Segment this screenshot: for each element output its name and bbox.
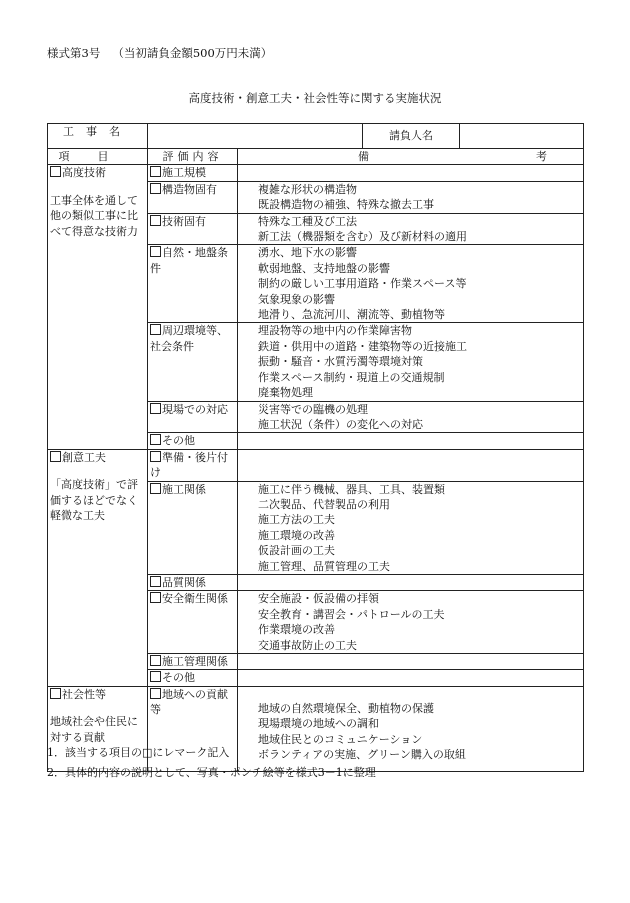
checkbox-icon[interactable]: [150, 215, 161, 226]
eval-cell: [148, 481, 238, 574]
checkbox-icon[interactable]: [150, 655, 161, 666]
remark-line: 仮設計画の工夫: [258, 544, 335, 558]
remarks-cell: [238, 574, 584, 590]
evaluation-table: [47, 123, 584, 772]
remark-line: 交通事故防止の工夫: [258, 638, 357, 652]
col-item: 項目: [48, 149, 148, 165]
contractor-name-field[interactable]: [460, 124, 583, 148]
eval-label: 施工規模: [162, 166, 206, 180]
remarks-cell: [238, 165, 584, 181]
eval-cell: [148, 449, 238, 481]
eval-cell: [148, 323, 238, 401]
checkbox-icon[interactable]: [50, 688, 61, 699]
remark-line: 災害等での臨機の処理: [258, 402, 368, 416]
checkbox-icon[interactable]: [150, 324, 161, 335]
eval-cell: [148, 401, 238, 433]
checkbox-icon[interactable]: [150, 166, 161, 177]
remark-line: 地域住民とのコミュニケーション: [258, 732, 423, 746]
remarks-cell: [238, 433, 584, 449]
eval-cell: [148, 165, 238, 181]
remark-line: 鉄道・供用中の道路・建築物等の近接施工: [258, 339, 467, 353]
remarks-cell: [238, 481, 584, 574]
eval-cell: [148, 181, 238, 213]
remark-line: 新工法（機器類を含む）及び新材料の適用: [258, 230, 467, 244]
footnote: 2．具体的内容の説明として、写真・ポンチ絵等を様式3－1に整理: [47, 766, 376, 779]
remarks-cell: [238, 245, 584, 323]
category-name: 社会性等: [62, 687, 106, 701]
category-description: 地域社会や住民に対する貢献: [50, 715, 138, 744]
remarks-cell: [238, 323, 584, 401]
col-remarks-2: 考: [536, 150, 547, 163]
remark-line: 地滑り、急流河川、潮流等、動植物等: [258, 308, 445, 322]
category-description: 工事全体を通して他の類似工事に比べて得意な技術力: [50, 193, 138, 238]
remark-line: 現場環境の地域への調和: [258, 717, 379, 731]
project-row: [48, 124, 584, 149]
checkbox-icon[interactable]: [50, 166, 61, 177]
eval-label: 施工管理関係: [162, 655, 228, 668]
eval-label: 現場での対応: [162, 402, 228, 416]
remark-line: 制約の厳しい工事用道路・作業スペース等: [258, 277, 467, 291]
checkbox-icon[interactable]: [50, 451, 61, 462]
project-name-field[interactable]: [148, 124, 363, 148]
remark-line: 安全施設・仮設備の拝領: [258, 592, 379, 606]
remarks-cell: [238, 401, 584, 433]
category-description: 「高度技術」で評価するほどでなく軽微な工夫: [50, 478, 138, 522]
remarks-cell: [238, 654, 584, 670]
remarks-cell: [238, 213, 584, 245]
eval-label: 安全衛生関係: [162, 592, 228, 606]
category-name: 創意工夫: [62, 450, 106, 464]
eval-cell: [148, 654, 238, 670]
remark-line: 湧水、地下水の影響: [258, 246, 357, 260]
eval-cell: [148, 591, 238, 654]
remark-line: 施工環境の改善: [258, 528, 335, 542]
eval-label: 周辺環境等、社会条件: [150, 324, 228, 353]
remark-line: 施工状況（条件）の変化への対応: [258, 417, 423, 431]
contractor-label: 請負人名: [363, 124, 460, 148]
col-eval: 評価内容: [148, 149, 238, 165]
eval-cell: [148, 245, 238, 323]
remark-line: 施工管理、品質管理の工夫: [258, 559, 390, 573]
page-title: 高度技術・創意工夫・社会性等に関する実施状況: [188, 91, 442, 105]
form-condition: （当初請負金額500万円未満）: [112, 46, 273, 60]
remark-line: 作業スペース制約・現道上の交通規制: [258, 370, 445, 384]
checkbox-icon[interactable]: [150, 483, 161, 494]
eval-label: 構造物固有: [162, 182, 217, 196]
checkbox-icon[interactable]: [150, 592, 161, 603]
checkbox-icon[interactable]: [150, 434, 161, 445]
form-header: [47, 45, 272, 61]
eval-label: 地域への貢献等: [150, 687, 228, 717]
eval-label: その他: [162, 434, 195, 448]
category-cell: [48, 165, 148, 449]
remark-line: 軟弱地盤、支持地盤の影響: [258, 261, 390, 275]
remarks-cell: [238, 181, 584, 213]
table-row: [48, 449, 584, 481]
remark-line: 気象現象の影響: [258, 292, 335, 306]
remark-line: 既設構造物の補強、特殊な撤去工事: [258, 198, 434, 212]
form-number: 様式第3号: [47, 46, 101, 60]
remarks-cell: [238, 670, 584, 686]
remarks-cell: [238, 591, 584, 654]
remark-line: 安全教育・講習会・パトロールの工夫: [258, 607, 445, 621]
eval-cell: [148, 433, 238, 449]
remark-line: 複雑な形状の構造物: [258, 182, 357, 196]
eval-label: 自然・地盤条件: [150, 246, 228, 275]
remark-line: 作業環境の改善: [258, 623, 335, 637]
project-label: 工事名: [48, 124, 148, 149]
checkbox-icon[interactable]: [150, 451, 161, 462]
checkbox-icon[interactable]: [150, 576, 161, 587]
eval-label: 技術固有: [162, 214, 206, 228]
remark-line: 地域の自然環境保全、動植物の保護: [258, 701, 434, 715]
checkbox-icon[interactable]: [150, 403, 161, 414]
eval-label: 品質関係: [162, 575, 206, 589]
eval-cell: [148, 213, 238, 245]
category-cell: [48, 449, 148, 686]
checkbox-icon[interactable]: [150, 246, 161, 257]
table-row: [48, 165, 584, 181]
remark-line: 埋設物等の地中内の作業障害物: [258, 324, 412, 338]
category-name: 高度技術: [62, 166, 106, 180]
remark-line: 廃棄物処理: [258, 386, 313, 400]
eval-cell: [148, 670, 238, 686]
remark-line: ボランティアの実施、グリーン購入の取組: [258, 748, 466, 762]
remark-line: 特殊な工種及び工法: [258, 214, 357, 228]
checkbox-icon[interactable]: [150, 688, 161, 699]
footnotes: [47, 743, 376, 783]
remark-line: 施工に伴う機械、器具、工具、装置類: [258, 482, 445, 496]
eval-label: 施工関係: [162, 482, 206, 496]
eval-label: その他: [162, 671, 195, 685]
checkbox-icon[interactable]: [150, 671, 161, 682]
footnote: 1．該当する項目の□にレマーク記入: [47, 746, 230, 759]
remark-line: 振動・騒音・水質汚濁等環境対策: [258, 355, 423, 369]
eval-cell: [148, 574, 238, 590]
col-remarks-1: 備: [358, 150, 369, 163]
remark-line: 施工方法の工夫: [258, 513, 335, 527]
column-header-row: [48, 149, 584, 165]
checkbox-icon[interactable]: [150, 183, 161, 194]
remark-line: 二次製品、代替製品の利用: [258, 497, 390, 511]
remarks-cell: [238, 449, 584, 481]
eval-label: 準備・後片付け: [150, 450, 228, 480]
